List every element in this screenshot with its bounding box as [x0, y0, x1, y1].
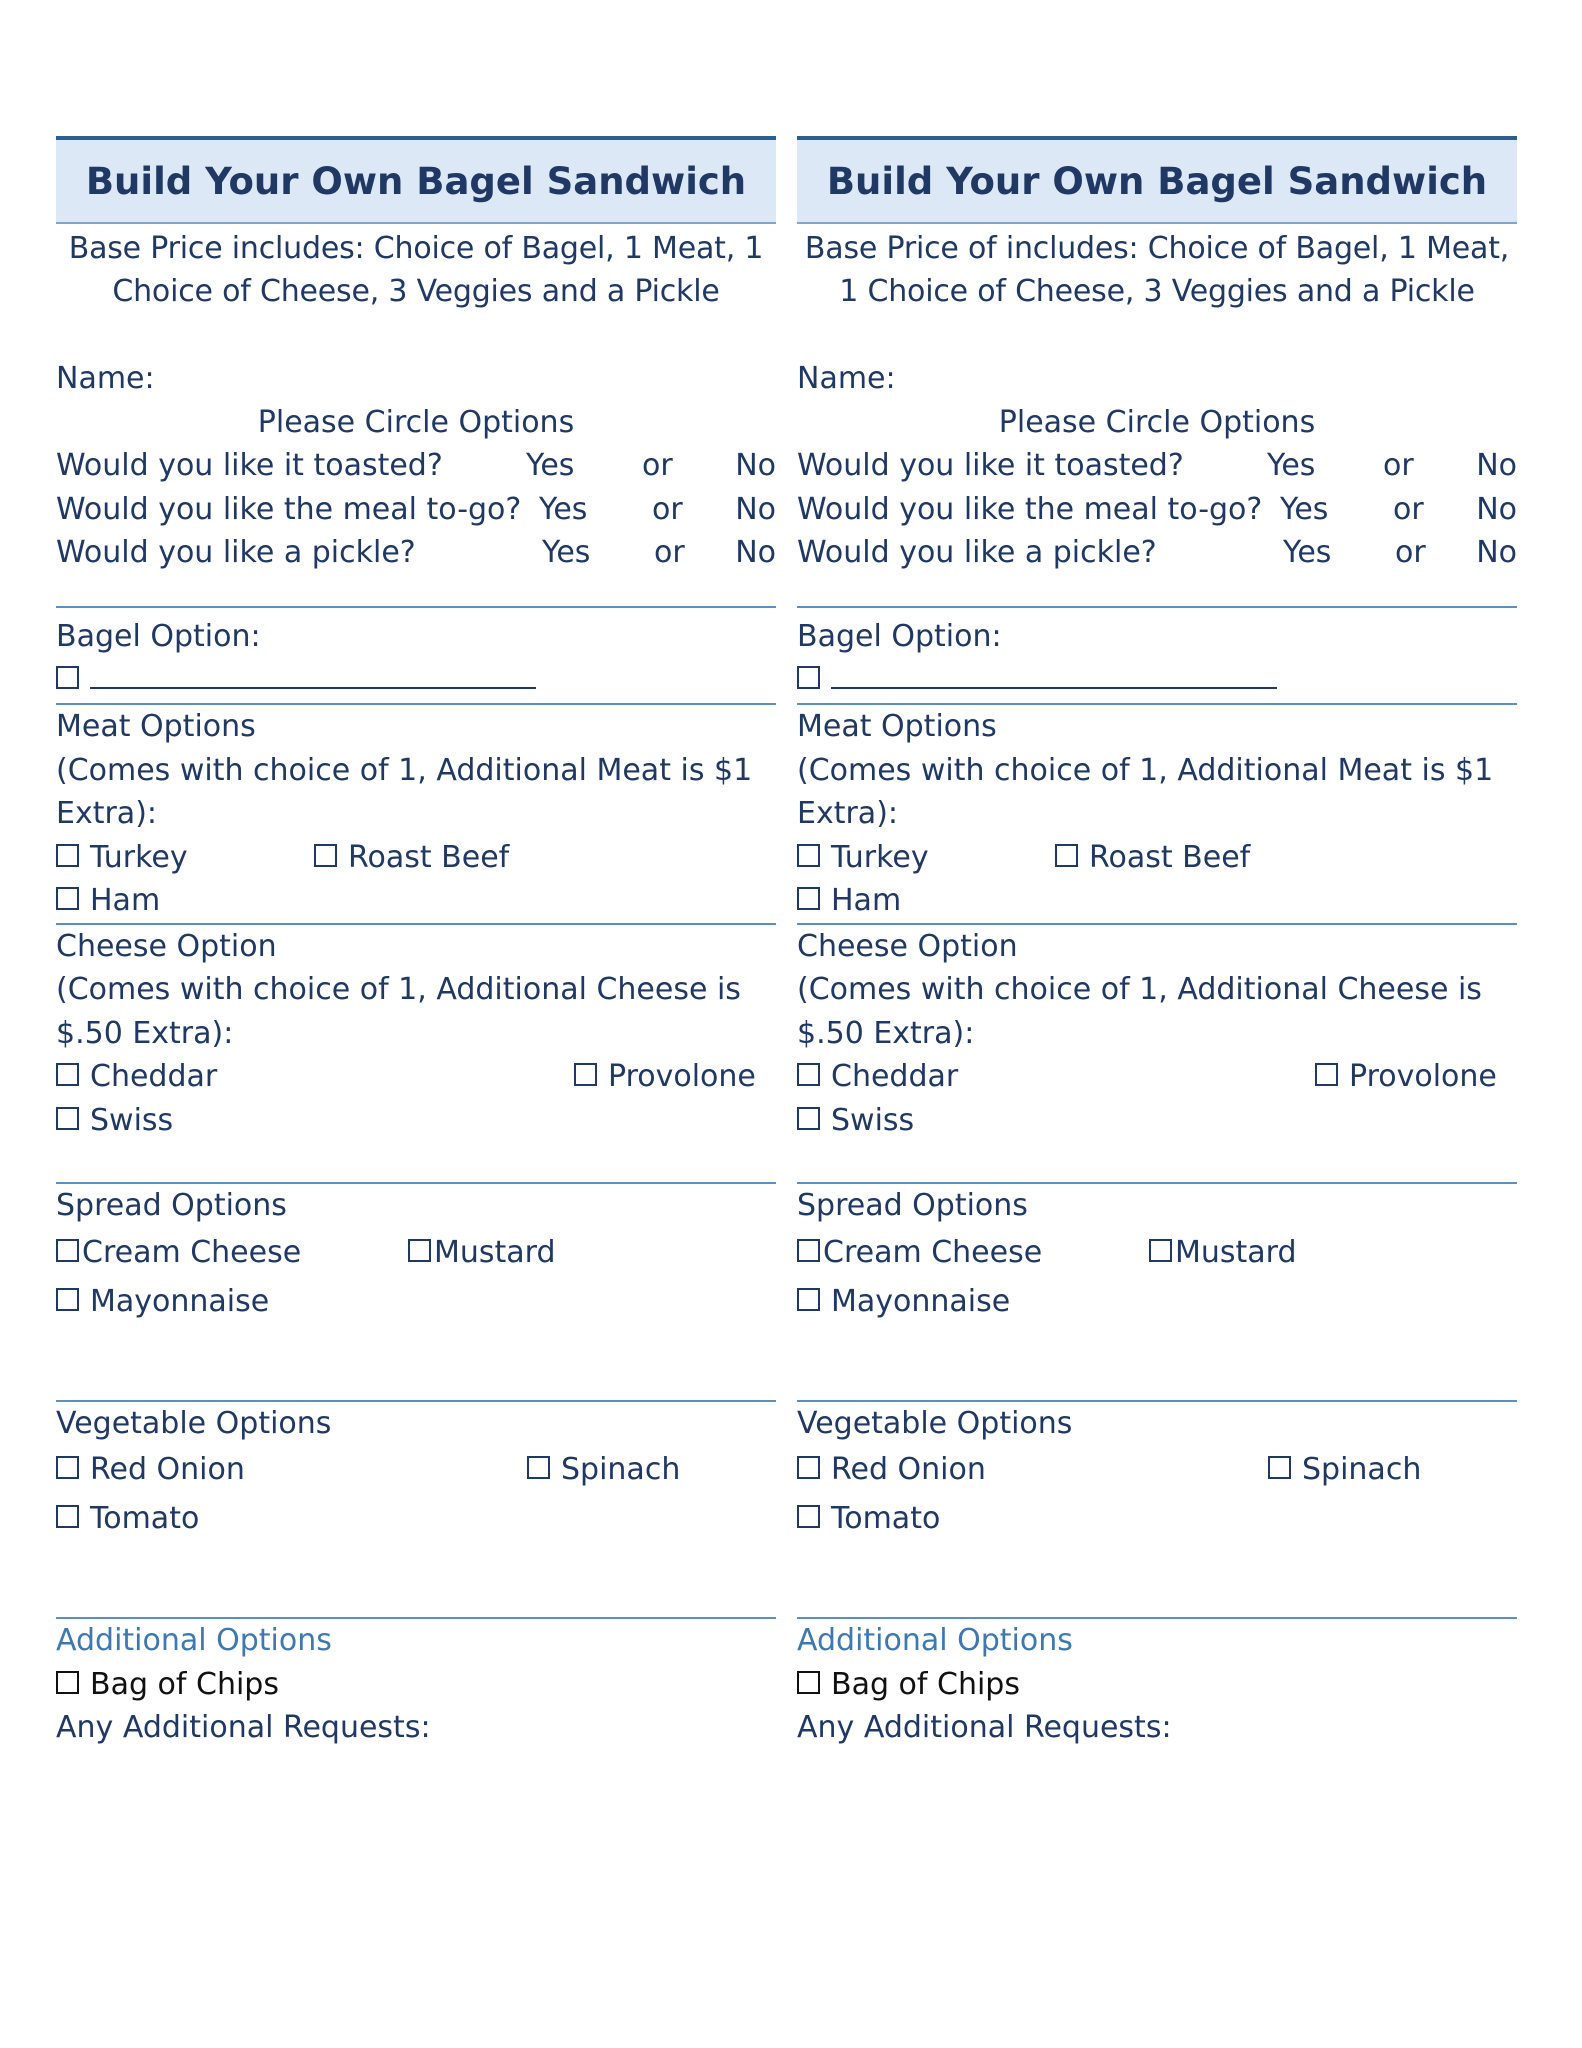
checkbox[interactable]: [56, 1239, 79, 1262]
no-option[interactable]: No: [1476, 491, 1517, 527]
question-toasted: Would you like it toasted? Yes or No: [56, 444, 776, 488]
checkbox[interactable]: [56, 1063, 79, 1086]
spread-options-row: [56, 1277, 776, 1326]
vegetable-options-row: [797, 1445, 1517, 1494]
additional-options-row: [797, 1663, 1517, 1707]
form-title: Build Your Own Bagel Sandwich: [85, 159, 747, 203]
cheese-option-label: Cheese Option: [797, 928, 1018, 964]
checkbox[interactable]: [797, 1456, 820, 1479]
checkbox[interactable]: [56, 1671, 79, 1694]
question-toasted: Would you like it toasted? Yes or No: [797, 444, 1517, 488]
checkbox[interactable]: [797, 1288, 820, 1311]
cheese-option-swiss[interactable]: Swiss: [56, 1099, 173, 1143]
checkbox[interactable]: [797, 844, 820, 867]
checkbox[interactable]: [1315, 1063, 1338, 1086]
meat-options-label: Meat Options: [56, 709, 256, 744]
veg-option-red-onion[interactable]: Red Onion: [56, 1445, 245, 1494]
option-bag-of-chips[interactable]: Bag of Chips: [797, 1663, 1020, 1707]
name-label[interactable]: Name:: [797, 361, 896, 396]
cheese-options-row: [56, 1099, 776, 1143]
bagel-option-label: Bagel Option:: [797, 618, 1002, 654]
cheese-option-cheddar[interactable]: Cheddar: [797, 1055, 958, 1099]
veg-option-spinach[interactable]: Spinach: [527, 1445, 680, 1494]
meat-note: (Comes with choice of 1, Additional Meat is $1: [56, 752, 753, 788]
spread-options: [56, 1228, 776, 1326]
circle-options-label: Please Circle Options: [998, 404, 1316, 440]
base-price-text: Base Price of includes: Choice of Bagel, 1 Meat, 1 Choice of Cheese, 3 Veggies and a Pickle: [804, 231, 1510, 309]
meat-option-turkey[interactable]: Turkey: [56, 836, 188, 880]
bagel-blank-line[interactable]: [90, 661, 536, 689]
vegetable-options-label: Vegetable Options: [56, 1405, 332, 1441]
additional-requests-label[interactable]: Any Additional Requests:: [56, 1710, 431, 1745]
vegetable-options-row: [56, 1445, 776, 1494]
checkbox[interactable]: [56, 666, 79, 689]
yes-option[interactable]: Yes: [526, 448, 575, 483]
checkbox[interactable]: [1055, 844, 1078, 867]
meat-note: Extra):: [797, 796, 899, 831]
checkbox[interactable]: [56, 1107, 79, 1130]
cheese-option-provolone[interactable]: Provolone: [1315, 1055, 1497, 1099]
meat-option-ham[interactable]: Ham: [56, 879, 160, 923]
additional-options-row: [56, 1663, 776, 1707]
spread-options: [797, 1228, 1517, 1326]
additional-options-label: Additional Options: [56, 1623, 332, 1658]
cheese-note: $.50 Extra):: [56, 1015, 234, 1051]
yes-option[interactable]: Yes: [1283, 535, 1332, 570]
cheese-options-row: [56, 1055, 776, 1099]
meat-options-row: [56, 879, 776, 923]
checkbox[interactable]: [56, 1456, 79, 1479]
no-option[interactable]: No: [1476, 535, 1517, 570]
meat-options-row: [797, 879, 1517, 923]
checkbox[interactable]: [314, 844, 337, 867]
question-pickle: Would you like a pickle? Yes or No: [56, 531, 776, 575]
order-form-left: [56, 136, 776, 1750]
checkbox[interactable]: [797, 1505, 820, 1528]
order-form-right: [797, 136, 1517, 1750]
checkbox[interactable]: [797, 666, 820, 689]
cheese-note: $.50 Extra):: [797, 1015, 975, 1051]
vegetable-options-row: [56, 1494, 776, 1543]
no-option[interactable]: No: [735, 535, 776, 570]
checkbox[interactable]: [527, 1456, 550, 1479]
cheese-option-provolone[interactable]: Provolone: [574, 1055, 756, 1099]
checkbox[interactable]: [797, 1063, 820, 1086]
veg-option-tomato[interactable]: Tomato: [56, 1494, 199, 1543]
yes-option[interactable]: Yes: [1267, 448, 1316, 483]
checkbox[interactable]: [797, 887, 820, 910]
question-to-go: Would you like the meal to-go? Yes or No: [56, 488, 776, 532]
vegetable-options: [797, 1445, 1517, 1543]
checkbox[interactable]: [797, 1671, 820, 1694]
meat-option-ham[interactable]: Ham: [797, 879, 901, 923]
name-label[interactable]: Name:: [56, 361, 155, 396]
veg-option-tomato[interactable]: Tomato: [797, 1494, 940, 1543]
meat-note: Extra):: [56, 796, 158, 831]
cheese-options-row: [797, 1055, 1517, 1099]
cheese-note: (Comes with choice of 1, Additional Cheese is: [797, 972, 1482, 1007]
vegetable-options-row: [797, 1494, 1517, 1543]
yes-option[interactable]: Yes: [542, 535, 591, 570]
checkbox[interactable]: [1149, 1239, 1172, 1262]
spread-option-mustard[interactable]: Mustard: [1149, 1228, 1297, 1277]
checkbox[interactable]: [1268, 1456, 1291, 1479]
spread-option-mustard[interactable]: Mustard: [408, 1228, 556, 1277]
meat-options-row: [797, 836, 1517, 880]
meat-options-label: Meat Options: [797, 709, 997, 744]
cheese-option-label: Cheese Option: [56, 928, 277, 964]
yes-option[interactable]: Yes: [1280, 491, 1329, 527]
meat-option-turkey[interactable]: Turkey: [797, 836, 929, 880]
spread-options-row: [797, 1277, 1517, 1326]
meat-option-roast-beef[interactable]: Roast Beef: [314, 836, 509, 880]
checkbox[interactable]: [797, 1107, 820, 1130]
meat-options-row: [56, 836, 776, 880]
checkbox[interactable]: [797, 1239, 820, 1262]
spread-options-row: [56, 1228, 776, 1277]
form-header: [797, 136, 1517, 224]
spread-option-cream-cheese[interactable]: Cream Cheese: [797, 1228, 1042, 1277]
form-title: Build Your Own Bagel Sandwich: [826, 159, 1488, 203]
bagel-option-label: Bagel Option:: [56, 618, 261, 654]
circle-options-label: Please Circle Options: [257, 404, 575, 440]
checkbox[interactable]: [574, 1063, 597, 1086]
spread-option-mayonnaise[interactable]: Mayonnaise: [56, 1277, 269, 1326]
no-option[interactable]: No: [735, 491, 776, 527]
spread-option-cream-cheese[interactable]: Cream Cheese: [56, 1228, 301, 1277]
spread-options-row: [797, 1228, 1517, 1277]
checkbox[interactable]: [56, 1505, 79, 1528]
option-bag-of-chips[interactable]: Bag of Chips: [56, 1663, 279, 1707]
base-price-text: Base Price includes: Choice of Bagel, 1 Meat, 1 Choice of Cheese, 3 Veggies and a Pickle: [68, 231, 764, 309]
cheese-option-swiss[interactable]: Swiss: [797, 1099, 914, 1143]
question-to-go: Would you like the meal to-go? Yes or No: [797, 488, 1517, 532]
question-pickle: Would you like a pickle? Yes or No: [797, 531, 1517, 575]
bagel-option-row: [56, 658, 776, 701]
checkbox[interactable]: [56, 887, 79, 910]
spread-option-mayonnaise[interactable]: Mayonnaise: [797, 1277, 1010, 1326]
vegetable-options-label: Vegetable Options: [797, 1405, 1073, 1441]
additional-requests-label[interactable]: Any Additional Requests:: [797, 1710, 1172, 1745]
form-header: [56, 136, 776, 224]
bagel-option-row: [797, 658, 1517, 701]
cheese-options-row: [797, 1099, 1517, 1143]
additional-options-label: Additional Options: [797, 1623, 1073, 1658]
no-option[interactable]: No: [735, 448, 776, 483]
veg-option-red-onion[interactable]: Red Onion: [797, 1445, 986, 1494]
divider: [797, 606, 1517, 608]
meat-option-roast-beef[interactable]: Roast Beef: [1055, 836, 1250, 880]
yes-option[interactable]: Yes: [539, 491, 588, 527]
spread-options-label: Spread Options: [56, 1188, 287, 1223]
checkbox[interactable]: [56, 844, 79, 867]
spread-options-label: Spread Options: [797, 1188, 1028, 1223]
veg-option-spinach[interactable]: Spinach: [1268, 1445, 1421, 1494]
meat-note: (Comes with choice of 1, Additional Meat is $1: [797, 752, 1494, 788]
vegetable-options: [56, 1445, 776, 1543]
checkbox[interactable]: [56, 1288, 79, 1311]
checkbox[interactable]: [408, 1239, 431, 1262]
divider: [56, 606, 776, 608]
bagel-blank-line[interactable]: [831, 661, 1277, 689]
cheese-note: (Comes with choice of 1, Additional Cheese is: [56, 972, 741, 1007]
no-option[interactable]: No: [1476, 448, 1517, 483]
cheese-option-cheddar[interactable]: Cheddar: [56, 1055, 217, 1099]
